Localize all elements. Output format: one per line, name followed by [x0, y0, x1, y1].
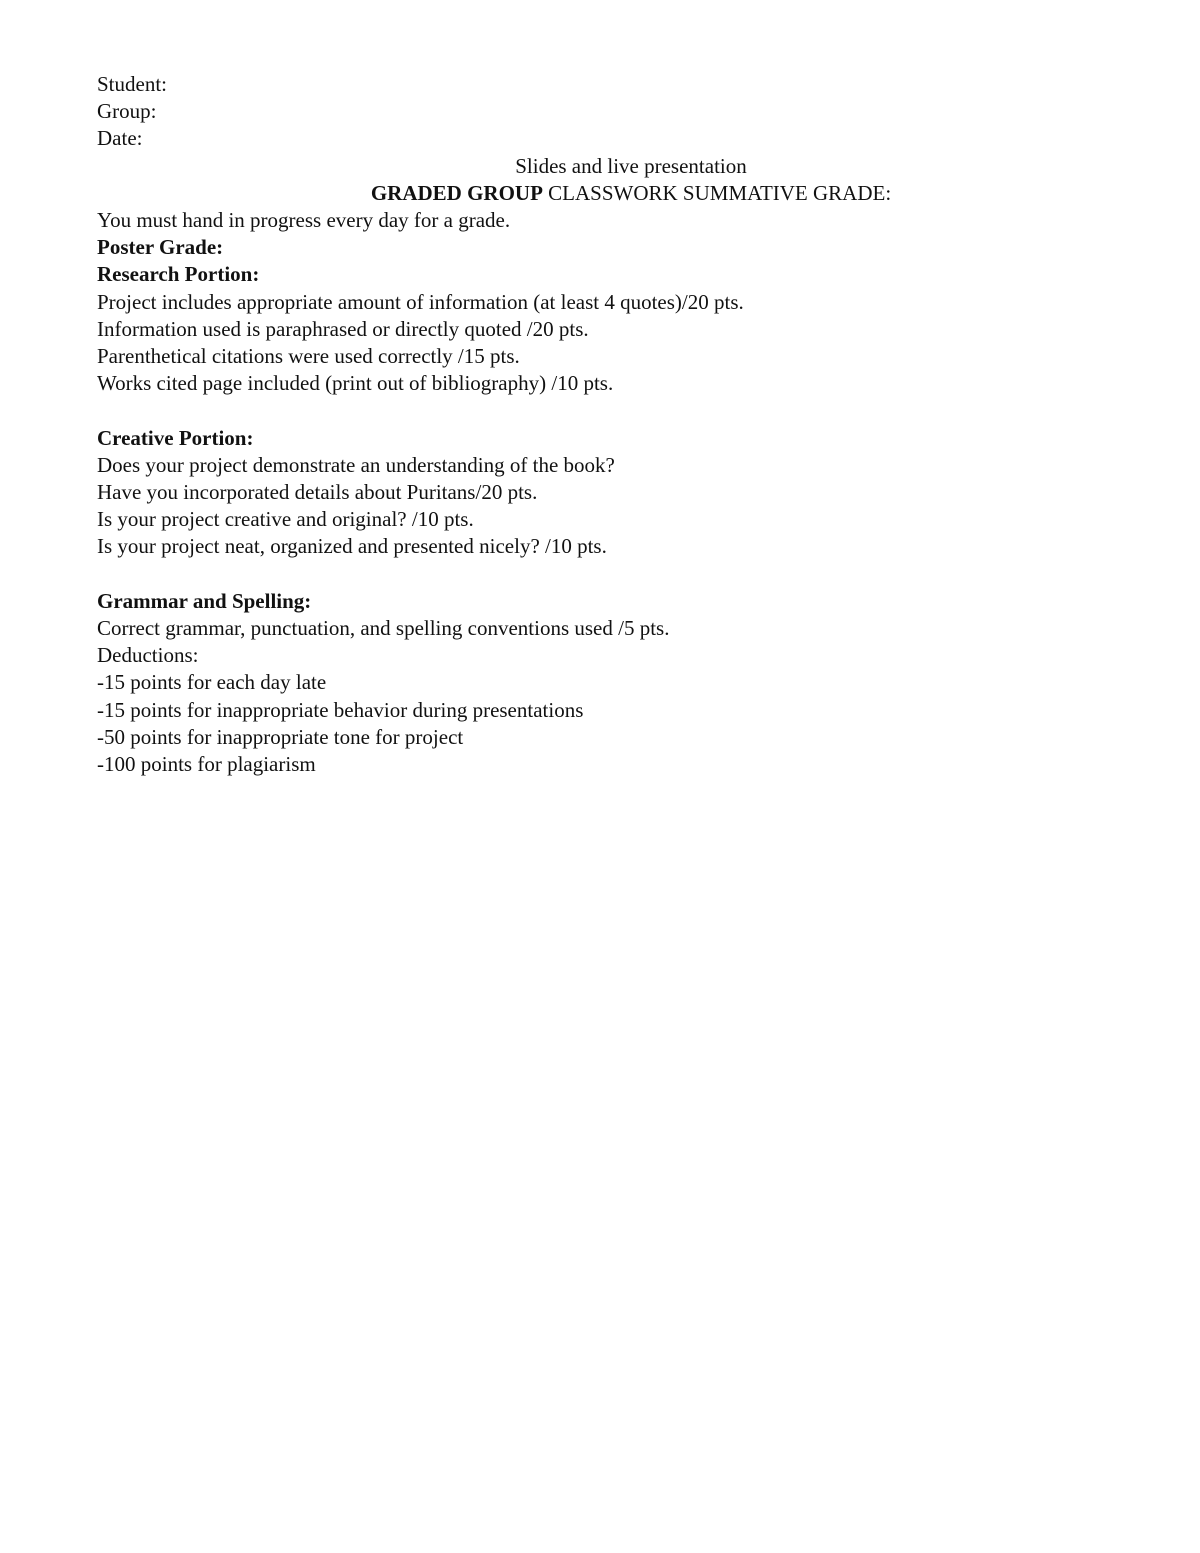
deduction-item: -100 points for plagiarism [97, 752, 316, 777]
research-item: Project includes appropriate amount of information (at least 4 quotes)/20 pts. [97, 289, 744, 314]
research-heading: Research Portion: [97, 262, 260, 287]
grammar-item: Correct grammar, punctuation, and spelling conventions used /5 pts. [97, 616, 670, 641]
document-title-rest: CLASSWORK SUMMATIVE GRADE: [542, 180, 892, 205]
deduction-item: -15 points for inappropriate behavior during presentations [97, 697, 584, 722]
group-label: Group: [97, 99, 157, 124]
creative-item: Does your project demonstrate an understanding of the book? [97, 452, 615, 477]
spacer [97, 561, 1117, 588]
research-item: Information used is paraphrased or directly quoted /20 pts. [97, 316, 589, 341]
document-subtitle: Slides and live presentation [515, 153, 747, 178]
student-label: Student: [97, 72, 168, 96]
document-title [97, 180, 1165, 207]
research-item: Parenthetical citations were used correctly /15 pts. [97, 344, 520, 369]
intro-text: You must hand in progress every day for a grade. [97, 208, 511, 233]
creative-item: Is your project neat, organized and presented nicely? /10 pts. [97, 534, 607, 559]
poster-grade-heading: Poster Grade: [97, 235, 224, 260]
document-page [97, 71, 1117, 778]
deduction-item: -15 points for each day late [97, 670, 327, 695]
deduction-item: -50 points for inappropriate tone for project [97, 724, 464, 749]
research-item: Works cited page included (print out of bibliography) /10 pts. [97, 371, 614, 396]
creative-item: Is your project creative and original? /10 pts. [97, 507, 474, 532]
creative-heading: Creative Portion: [97, 425, 254, 450]
deductions-label: Deductions: [97, 643, 199, 668]
document-title-bold: GRADED GROUP [370, 180, 543, 205]
spacer [97, 397, 1117, 424]
creative-item: Have you incorporated details about Puritans/20 pts. [97, 480, 538, 505]
date-label: Date: [97, 126, 143, 151]
grammar-heading: Grammar and Spelling: [97, 588, 312, 613]
